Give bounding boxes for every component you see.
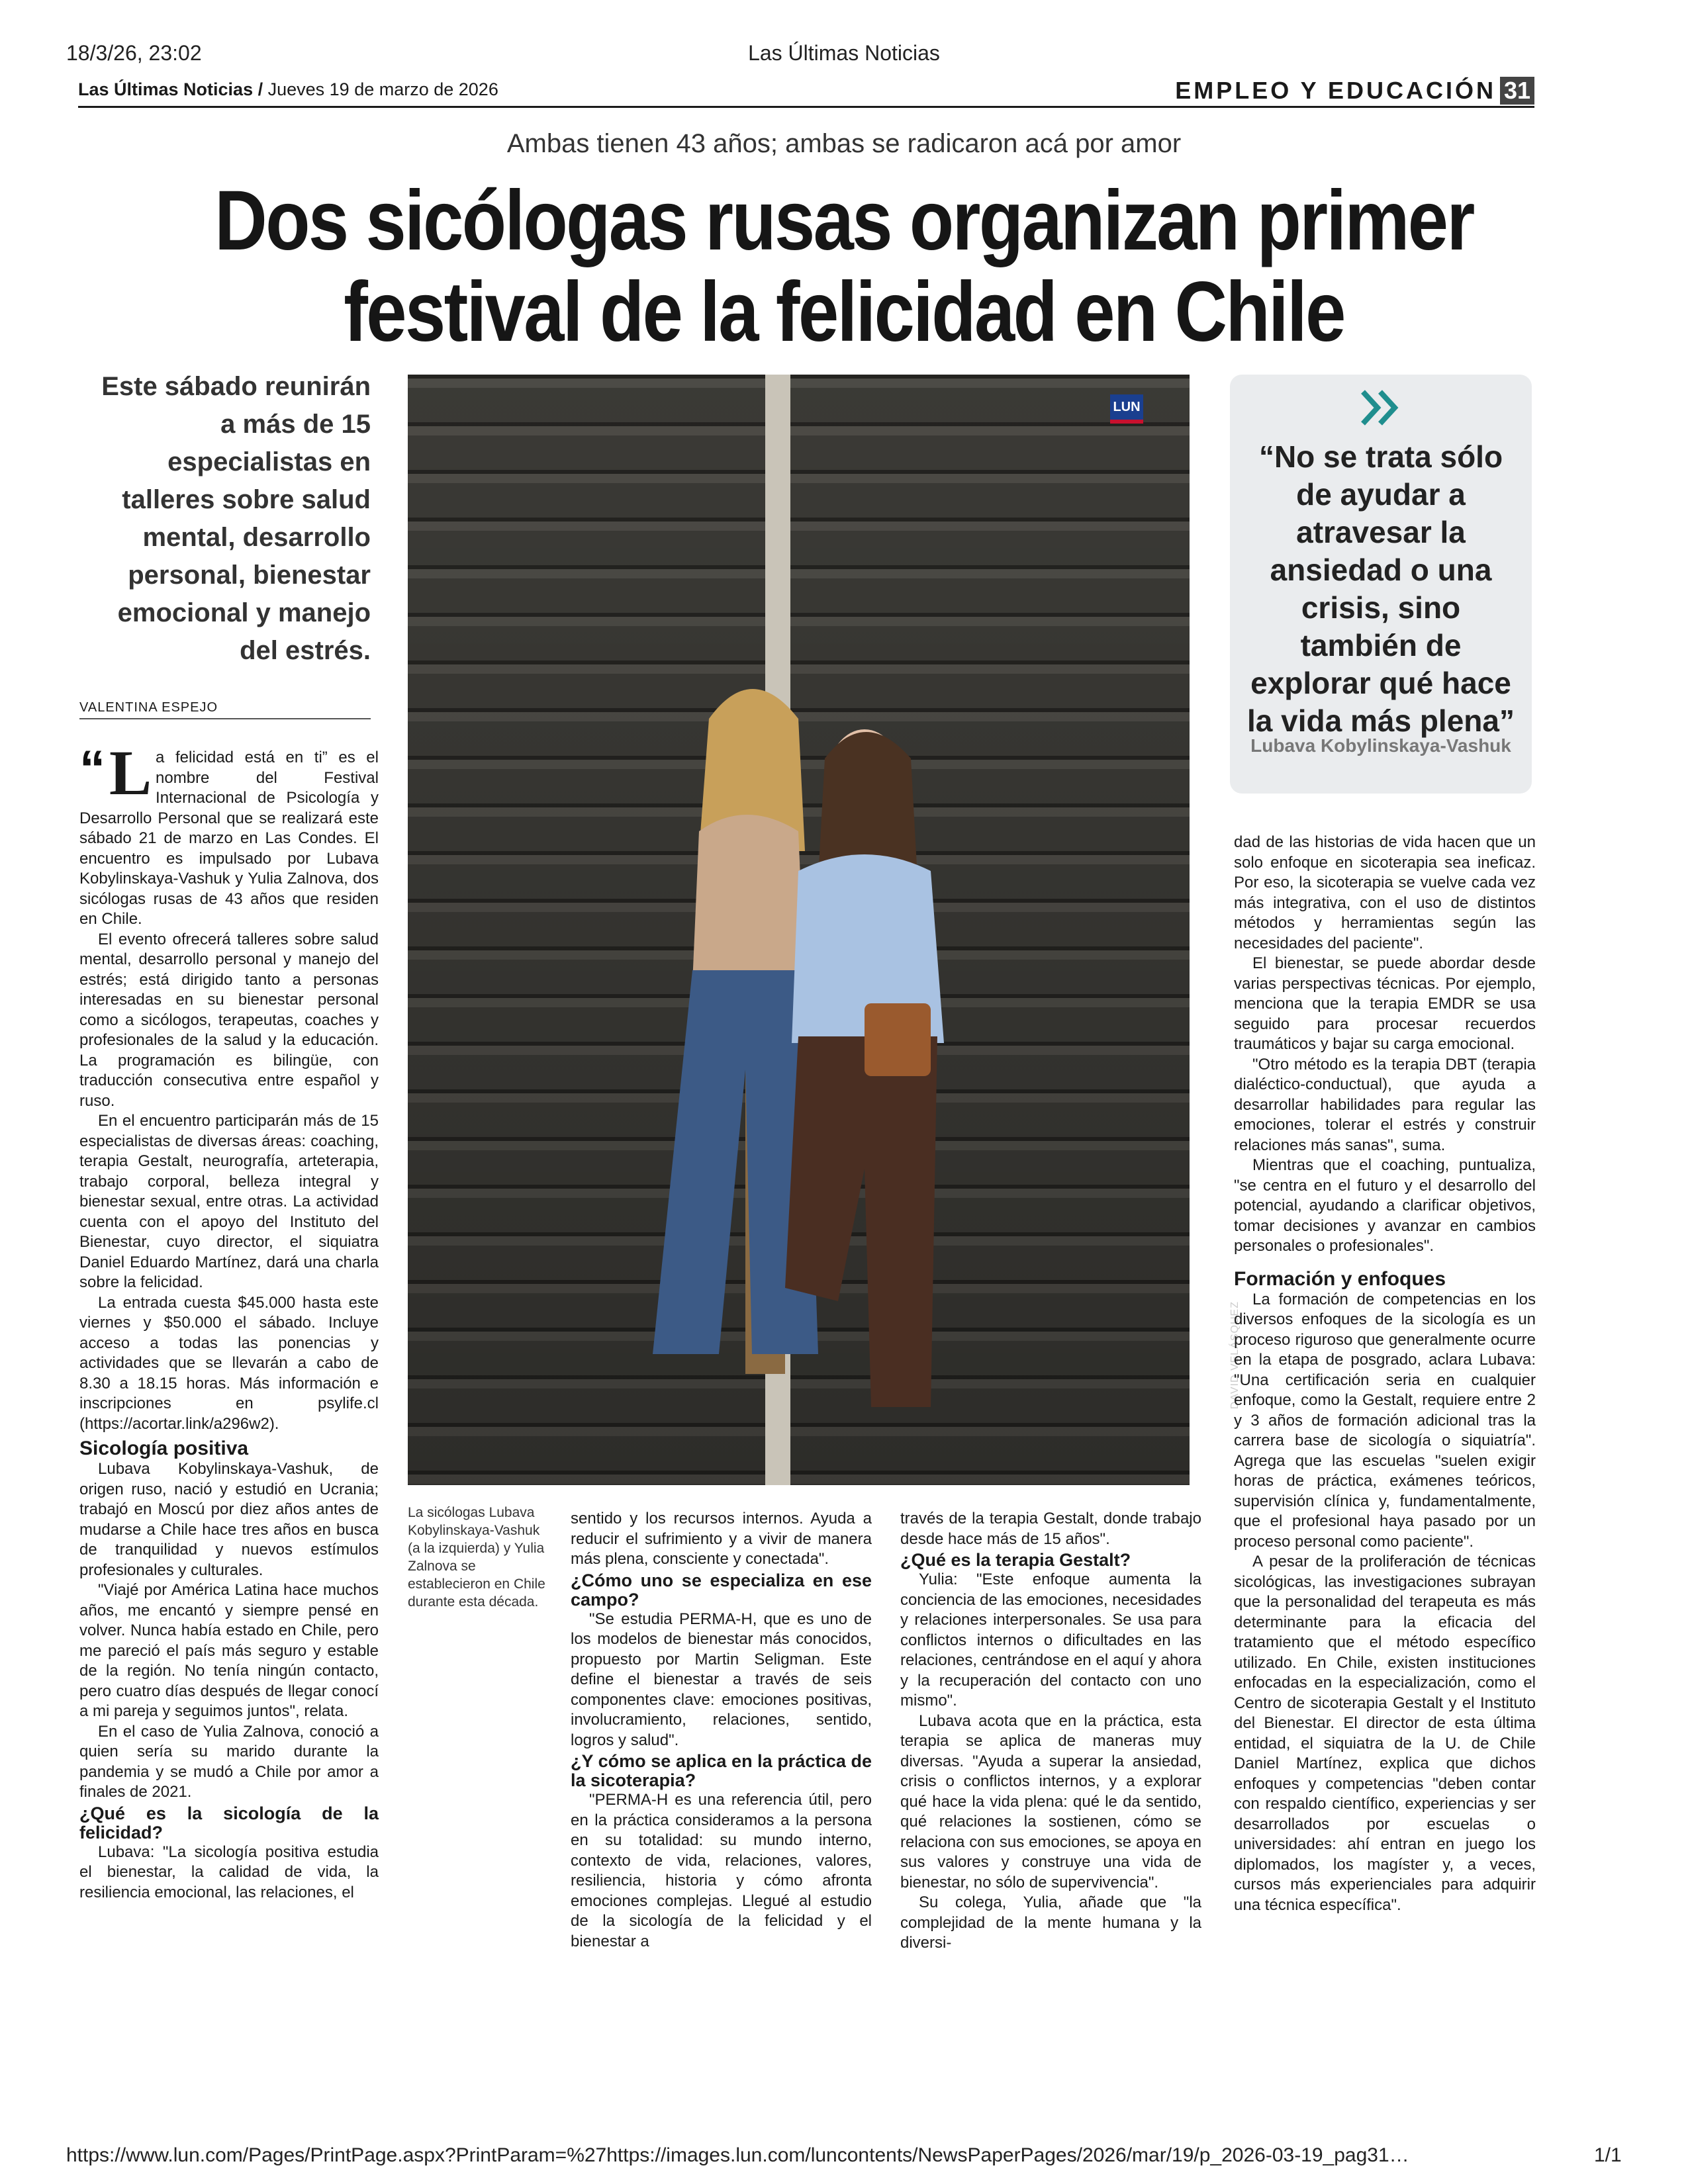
paragraph: través de la terapia Gestalt, donde trabajo desde hace más de 15 años". [900, 1510, 1201, 1548]
byline: VALENTINA ESPEJO [79, 700, 371, 719]
page-number: 31 [1500, 77, 1534, 105]
paragraph: A pesar de la proliferación de técnicas sicológicas, las investigaciones subrayan que la personalidad del terapeuta es más determinante para la eficacia del tratamiento que el método específico utilizado. En Chile, existen instituciones enfocadas en la especialización, como el Centro de sicoterapia Gestalt y el Instituto del Bienestar. El director de esta última entidad, el siquiatra de la U. de Chile Daniel Martínez, explica que dichos enfoques y competencias "deben contar con respaldo científico, experiencias y ser desarrollados por escuelas o universidades: ahí entran en juego los diplomados, los magíster y, a veces, cursos más experienciales para adquirir una técnica específica". [1234, 1553, 1536, 1914]
paragraph: "Viajé por América Latina hace muchos años, me encantó y siempre pensé en volver. Nunca había estado en Chile, pero me pareció el país más seguro y estable de la región. No tenía ningún contacto, pero cuatro días después de llegar conocí a mi pareja y seguimos juntos", relata. [79, 1581, 379, 1720]
question: ¿Y cómo se aplica en la práctica de la sicoterapia? [571, 1751, 872, 1790]
paragraph: El evento ofrecerá talleres sobre salud mental, desarrollo personal y manejo del estrés; está dirigido tanto a personas interesadas en su bienestar personal como a sicólogos, terapeutas, coaches y profesionales de la salud y la educación. La programación es bilingüe, con traducción consecutiva entre español y ruso. [79, 930, 379, 1110]
headline [175, 175, 1513, 358]
masthead-paper-date: Las Últimas Noticias / Jueves 19 de marzo de 2026 [78, 79, 498, 99]
paragraph: La entrada cuesta $45.000 hasta este viernes y $50.000 el sábado. Incluye acceso a todas las ponencias y actividades que se llevarán a cabo de 8.30 a 18.15 horas. Más información e inscripciones en psylife.cl (https://acortar.link/a296w2). [79, 1293, 379, 1433]
photo-credit: DAVID VELÁSQUEZ [1229, 1301, 1241, 1410]
lun-logo-badge: LUN [1110, 394, 1143, 424]
article-column-1 [79, 737, 379, 1903]
masthead-section [1175, 77, 1534, 105]
headline-line-2: festival de la felicidad en Chile [344, 265, 1344, 359]
section-title: EMPLEO Y EDUCACIÓN [1175, 77, 1496, 104]
paragraph: "Se estudia PERMA-H, que es uno de los modelos de bienestar más conocidos, propuesto por Martin Seligman. Este define el bienestar a través de seis componentes clave: emociones positivas, involucramiento, relaciones, sentido, logros y salud". [571, 1610, 872, 1749]
pull-quote-text: “No se trata sólo de ayudar a atravesar la ansiedad o una crisis, sino también de explorar qué hace la vida más plena” [1247, 439, 1515, 738]
paragraph: Mientras que el coaching, puntualiza, "se centra en el futuro y el desarrollo del potencial, ayudando a clarificar objetivos, tomar decisiones y avanzar en cambios personales o profesionales". [1234, 1156, 1536, 1255]
paragraph: "PERMA-H es una referencia útil, pero en la práctica consideramos a la persona en su totalidad: su mundo interno, contexto de vida, relaciones, valores, resiliencia, historia y cómo afronta emociones complejas. Llegué al estudio de la sicología de la felicidad y el bienestar a [571, 1791, 872, 1950]
article-column-2 [571, 1509, 872, 1952]
article-photo [408, 375, 1241, 1485]
paragraph: En el caso de Yulia Zalnova, conoció a quien sería su marido durante la pandemia y se mudó a Chile por amor a finales de 2021. [79, 1722, 379, 1801]
print-url: https://www.lun.com/Pages/PrintPage.aspx?PrintParam=%27https://images.lun.com/luncontents/NewsPaperPages/2026/mar/19/p_2026-03-19_pag31… [66, 2144, 1409, 2166]
double-chevron-icon [1230, 388, 1532, 431]
paragraph: "Otro método es la terapia DBT (terapia dialéctico-conductual), que ayuda a desarrollar habilidades para regular las emociones, tolerar el estrés y construir relaciones más sanas", suma. [1234, 1055, 1536, 1154]
paragraph: Lubava Kobylinskaya-Vashuk, de origen ruso, nació y estudió en Ucrania; trabajó en Moscú por diez años antes de mudarse a Chile hace tres años en busca de tranquilidad y nuevos estímulos profesionales y culturales. [79, 1460, 379, 1579]
question: ¿Qué es la sicología de la felicidad? [79, 1803, 379, 1843]
photo-caption: La sicólogas Lubava Kobylinskaya-Vashuk (a la izquierda) y Yulia Zalnova se establecieron en Chile durante esta década. [408, 1505, 545, 1610]
masthead-paper: Las Últimas Noticias [78, 79, 254, 99]
kicker: Ambas tienen 43 años; ambas se radicaron acá por amor [506, 129, 1182, 158]
article-column-3 [900, 1509, 1201, 1954]
subhead-sicologia-positiva: Sicología positiva [79, 1437, 249, 1459]
question: ¿Cómo uno se especializa en ese campo? [571, 1570, 872, 1610]
pull-quote-box [1230, 375, 1532, 794]
paragraph: La formación de competencias en los diversos enfoques de la sicología es un proceso riguroso que generalmente ocurre en la etapa de posgrado, aclara Lubava: "Una certificación seria en cualquier enfoque, como la Gestalt, requiere entre 2 y 3 años de formación adicional tras la carrera base de sicología o siquiatría". Agrega que las escuelas "suelen exigir horas de práctica, exámenes teóricos, supervisión clínica y, fundamentalmente, que el profesional haya pasado por un proceso personal como paciente". [1234, 1290, 1536, 1551]
open-quote-icon: “ [79, 739, 105, 797]
paragraph: Su colega, Yulia, añade que "la complejidad de la mente humana y la diversi- [900, 1893, 1201, 1952]
masthead [78, 77, 1534, 108]
paragraph: El bienestar, se puede abordar desde varias perspectivas técnicas. Por ejemplo, menciona que la terapia EMDR se usa seguido para procesar recuerdos traumáticos y bajar su carga emocional. [1234, 954, 1536, 1053]
paragraph: Yulia: "Este enfoque aumenta la conciencia de las emociones, necesidades y relaciones interpersonales. Se usa para conflictos internos o dificultades en las relaciones, centrándose en el aquí y ahora y la recuperación del contacto con uno mismo". [900, 1570, 1201, 1709]
paragraph: Lubava: "La sicología positiva estudia el bienestar, la calidad de vida, la resiliencia emocional, las relaciones, el [79, 1843, 379, 1901]
headline-line-1: Dos sicólogas rusas organizan primer [214, 173, 1474, 268]
print-datetime: 18/3/26, 23:02 [66, 41, 202, 65]
photo-illustration [408, 375, 1190, 1485]
paragraph: En el encuentro participarán más de 15 especialistas de diversas áreas: coaching, terapia Gestalt, neurografía, arteterapia, trabajo corporal, belleza integral y bienestar sexual, entre otras. La actividad cuenta con el apoyo del Instituto del Bienestar, cuyo director, el siquiatra Daniel Eduardo Martínez, dará una charla sobre la felicidad. [79, 1112, 379, 1291]
article-column-4 [1234, 833, 1536, 1915]
lead-deck: Este sábado reunirán a más de 15 especialistas en talleres sobre salud mental, desarrollo personal, bienestar emocional y manejo del estrés. [101, 372, 371, 665]
print-site-title: Las Últimas Noticias [748, 41, 940, 65]
print-page-count: 1/1 [1594, 2144, 1622, 2166]
question: ¿Qué es la terapia Gestalt? [900, 1550, 1131, 1570]
pull-quote-attribution: Lubava Kobylinskaya-Vashuk [1250, 735, 1511, 756]
masthead-date: Jueves 19 de marzo de 2026 [267, 79, 498, 99]
opening-paragraph [79, 737, 379, 930]
subhead-formacion-enfoques: Formación y enfoques [1234, 1267, 1446, 1290]
drop-cap: L [109, 737, 152, 808]
opening-text: a felicidad está en ti” es el nombre del Festival Internacional de Psicología y Desarrollo Personal que se realizará este sábado 21 de marzo en Las Condes. El encuentro es impulsado por Lubava Kobylinskaya-Vashuk y Yulia Zalnova, dos sicólogas rusas de 43 años que residen en Chile. [79, 749, 379, 928]
paragraph: sentido y los recursos internos. Ayuda a reducir el sufrimiento y a vivir de manera más plena, consciente y conectada". [571, 1510, 872, 1568]
paragraph: dad de las historias de vida hacen que un solo enfoque en sicoterapia sea ineficaz. Por eso, la sicoterapia se vuelve cada vez más integrativa, con el uso de distintos métodos y herramientas según las necesidades del paciente". [1234, 833, 1536, 952]
paragraph: Lubava acota que en la práctica, esta terapia se aplica de maneras muy diversas. "Ayuda a superar la ansiedad, crisis o conflictos internos, y a explorar qué hace la vida plena: qué le da sentido, qué relaciones la sostienen, cómo se relaciona con sus emociones, se apoya en sus valores y construye una vida de bienestar, no sólo de supervivencia". [900, 1711, 1201, 1891]
